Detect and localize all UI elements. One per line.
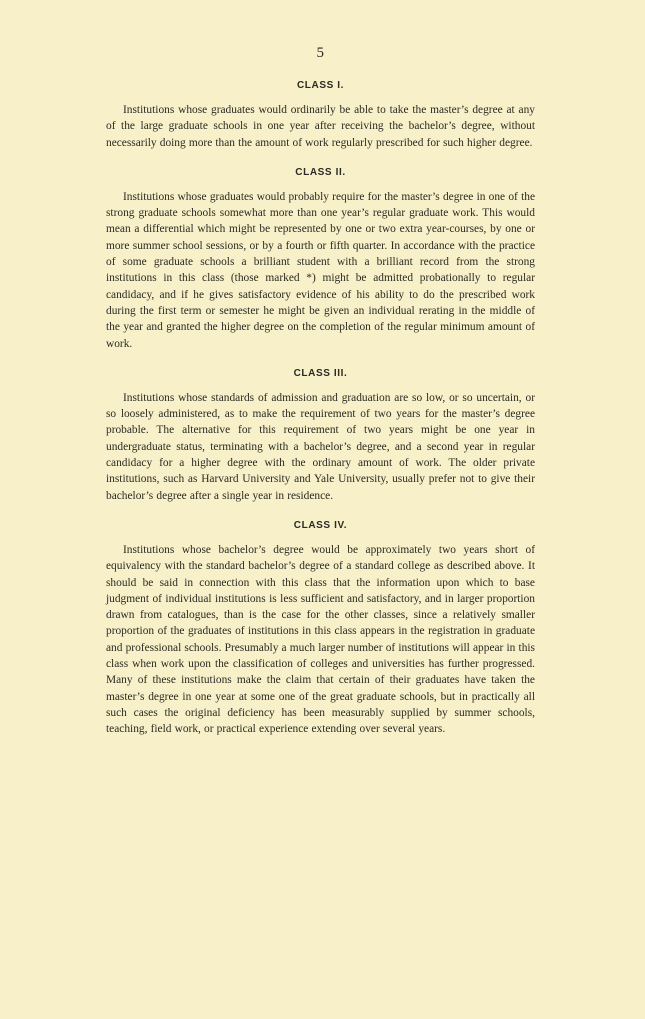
section-paragraph: Institutions whose graduates would probably require for the master’s degree in one of the strong graduate schools somewhat more than one year’s regular graduate work. This would mean a differential which might be represented by one or two extra year-courses, by one or more summer school sessions, or by a fourth or fifth quarter. In accordance with the practice of some graduate schools a brilliant student with a brilliant record from the strong institutions in this class (those marked *) might be admitted probationally to regular candidacy, and if he gives satisfactory evidence of his ability to do the prescribed work during the first term or semester he might be given an individual rerating in the middle of the year and granted the higher degree on the completion of the regular minimum amount of work. bbox=[106, 190, 535, 350]
section-heading: CLASS I. bbox=[296, 80, 345, 91]
section-paragraph: Institutions whose graduates would ordinarily be able to take the master’s degree at any of the large graduate schools in one year after receiving the bachelor’s degree, without necessarily doing more than the amount of work regularly prescribed for such higher degree. bbox=[106, 104, 535, 149]
section-class-4 bbox=[106, 520, 535, 738]
section-heading: CLASS III. bbox=[293, 367, 348, 379]
section-heading: CLASS IV. bbox=[293, 519, 348, 531]
section-class-2 bbox=[106, 167, 535, 352]
section-paragraph: Institutions whose bachelor’s degree would be approximately two years short of equivalency with the standard bachelor’s degree of a standard college as described above. It should be said in connection with this class that the information upon which to base judgment of individual institutions is less sufficient and satisfactory, and in larger proportion drawn from catalogues, than is the case for the other classes, since a relatively smaller proportion of the graduates of institutions in this class appears in the registration in graduate and professional schools. Presumably a much larger number of institutions will appear in this class when work upon the classification of colleges and universities has further progressed. Many of these institutions make the claim that certain of their graduates have taken the master’s degree in one year at some one of the great graduate schools, but in practically all such cases the original deficiency has been measurably supplied by summer schools, teaching, field work, or practical experience extending over several years. bbox=[106, 543, 535, 736]
section-class-3 bbox=[106, 368, 535, 504]
section-heading: CLASS II. bbox=[295, 166, 346, 178]
section-class-1 bbox=[106, 80, 535, 151]
page-number: 5 bbox=[316, 45, 325, 61]
section-paragraph: Institutions whose standards of admission and graduation are so low, or so uncertain, or so loosely administered, as to make the requirement of two years for the master’s degree probable. The alternative for this requirement of two years might be one year in undergraduate status, terminating with a bachelor’s degree, and a second year in regular candidacy for a higher degree with the ordinary amount of work. The older private institutions, such as Harvard University and Yale University, usually prefer not to give their bachelor’s degree after a single year in residence. bbox=[106, 391, 535, 502]
